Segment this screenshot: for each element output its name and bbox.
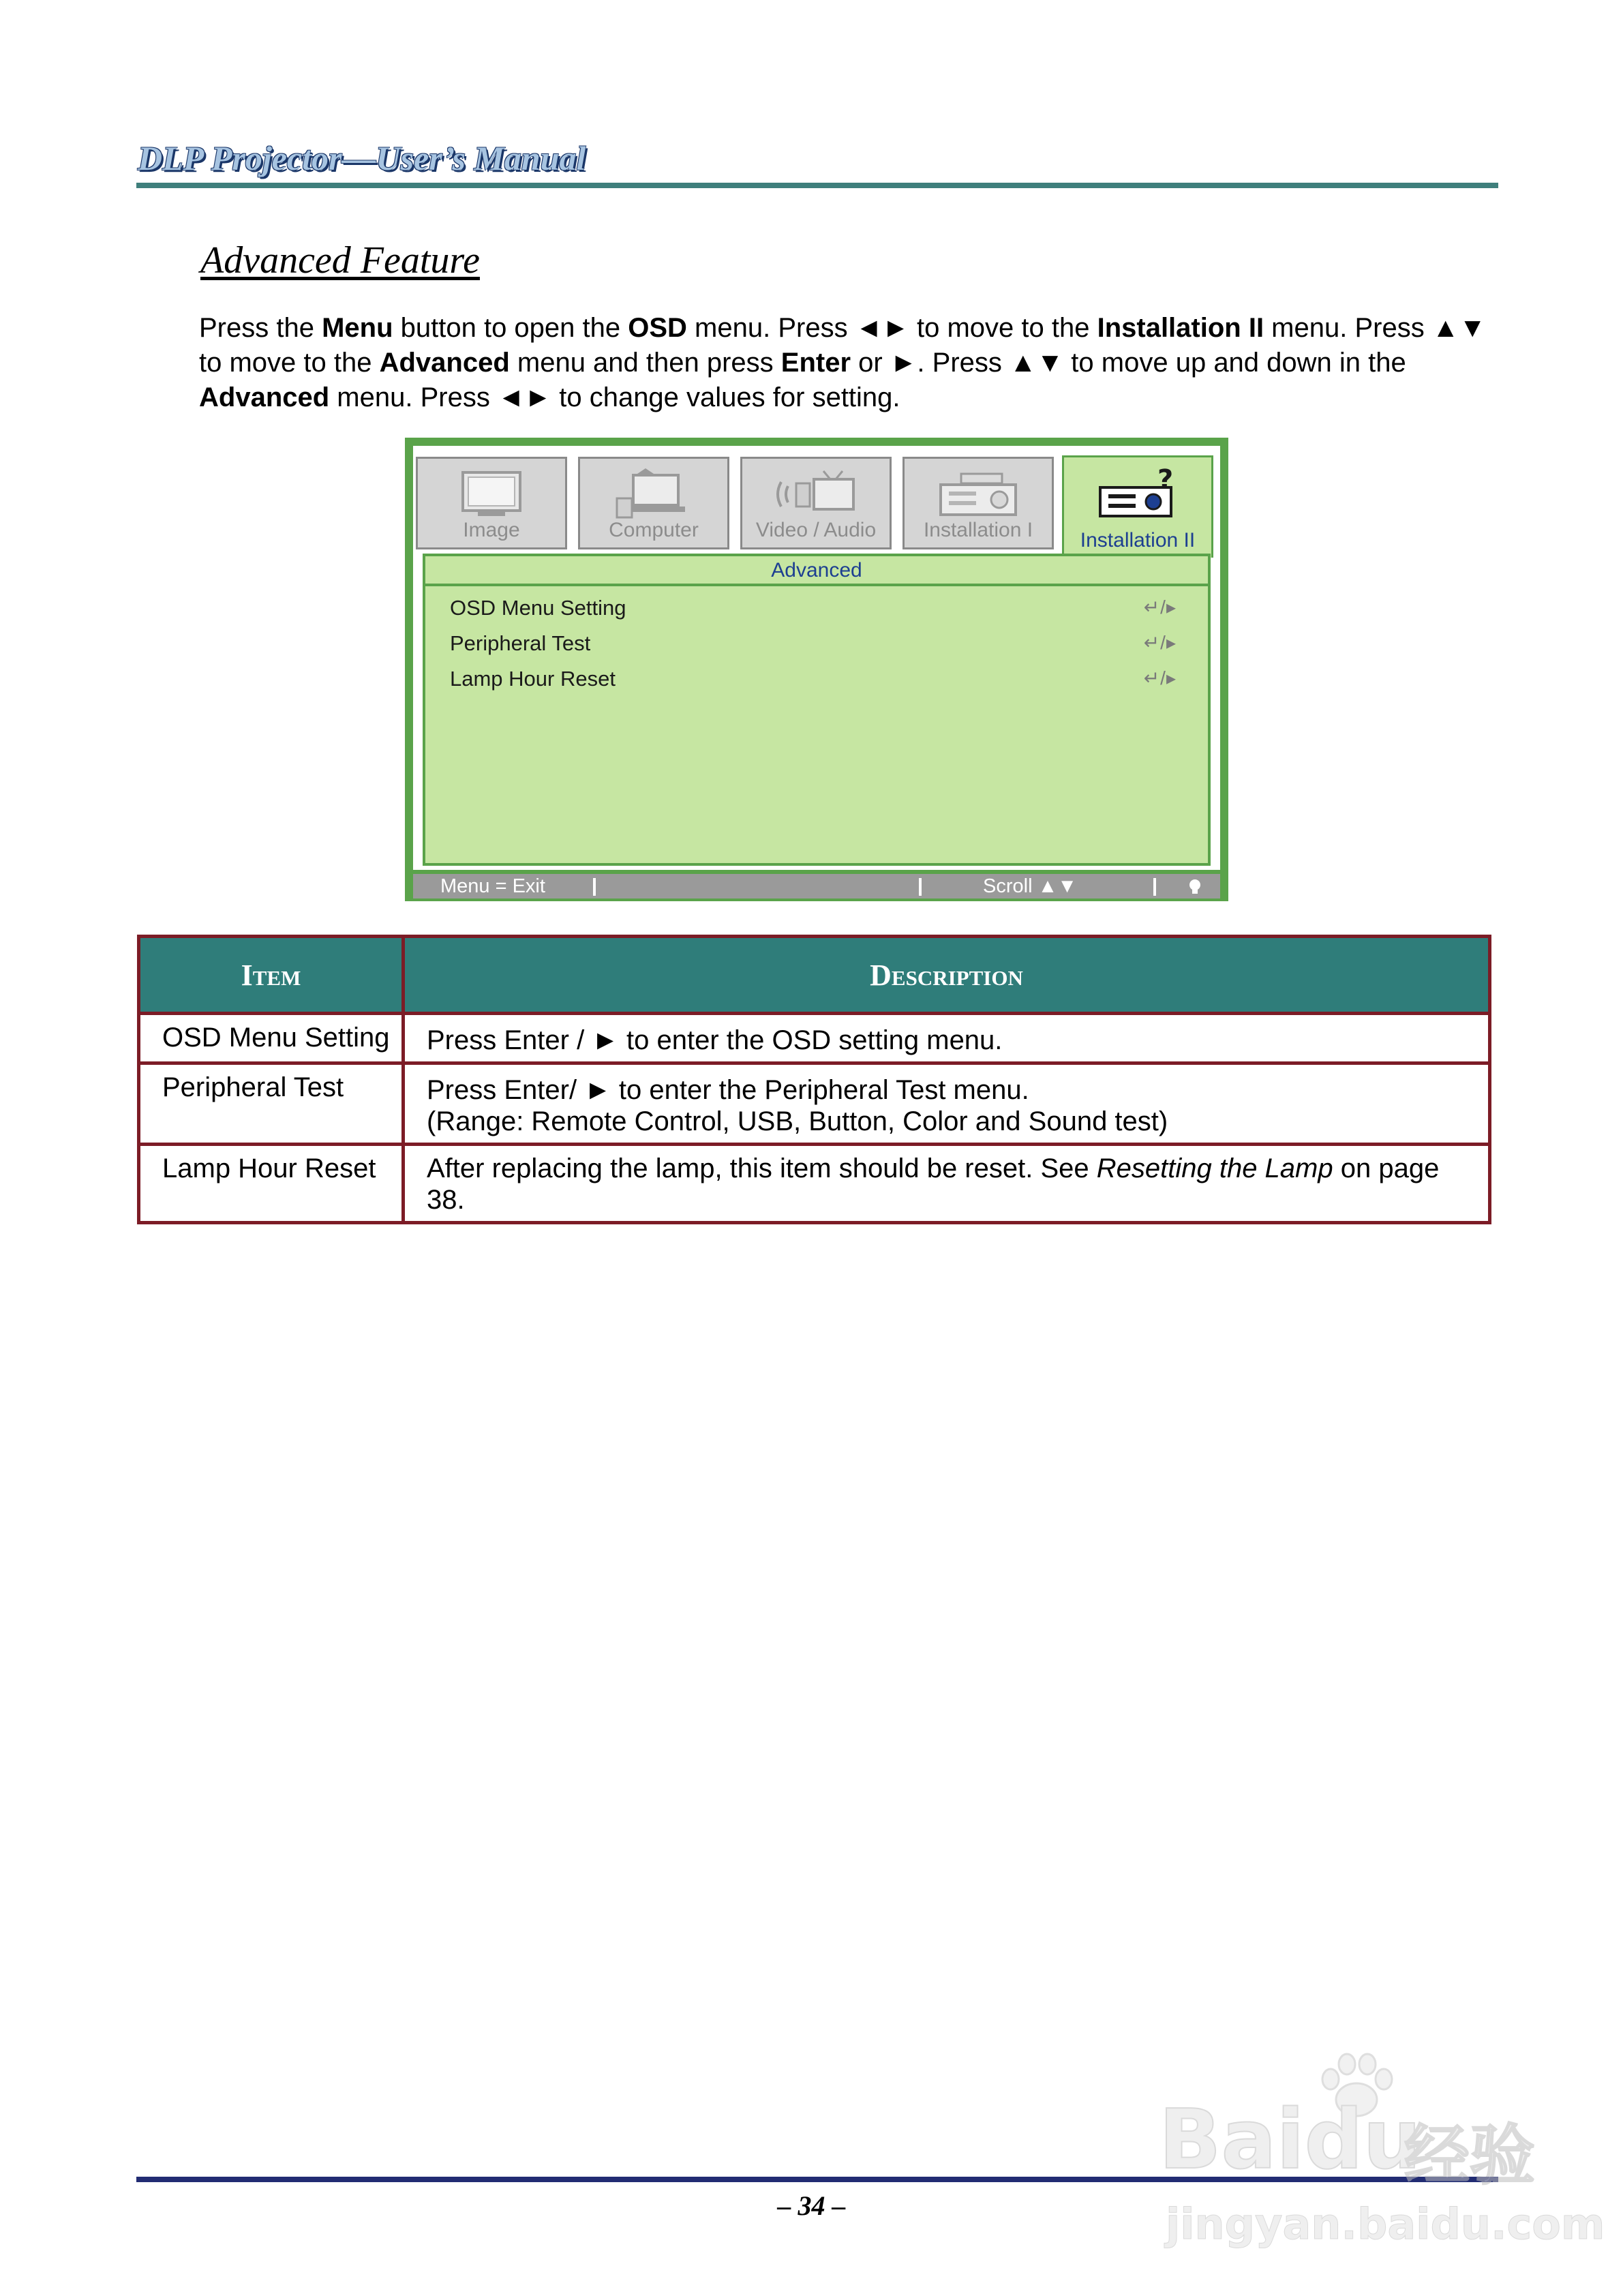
item-cell: OSD Menu Setting: [139, 1014, 404, 1063]
baidu-watermark: [1159, 2052, 1605, 2256]
submenu-header: [423, 554, 1211, 586]
column-header-description: Description: [404, 937, 1490, 1014]
tab-label: Image: [463, 519, 520, 541]
watermark-url: jingyan.baidu.com: [1166, 2199, 1605, 2249]
header-rule: [136, 183, 1498, 188]
projector-icon: [934, 468, 1022, 523]
watermark-brand-cn: 经验: [1404, 2117, 1535, 2194]
osd-item-osd-menu-setting[interactable]: OSD Menu Setting: [450, 596, 626, 620]
svg-text:?: ?: [1157, 467, 1174, 496]
section-title: Advanced Feature: [200, 239, 480, 282]
tab-computer[interactable]: [578, 457, 729, 549]
osd-menu-screenshot: [405, 438, 1228, 901]
header-title: DLP Projector—User’s Manual: [138, 139, 586, 177]
page-number: – 34 –: [777, 2190, 846, 2221]
tab-installation-2[interactable]: [1062, 455, 1213, 558]
footer-separator: [919, 878, 922, 896]
table-row: [139, 1145, 1490, 1223]
footer-separator: [593, 878, 596, 896]
tab-label: Installation I: [923, 519, 1033, 541]
osd-inner: [413, 446, 1220, 870]
intro-paragraph: Press the Menu button to open the OSD menu. Press ◄► to move to the Installation II menu. Press ▲▼ to move to the Advanced menu and then press Enter or ►. Press ▲▼ to move up and down in the Advanced menu. Press ◄► to change values for setting.: [199, 313, 1486, 412]
item-description-table: [137, 935, 1491, 1224]
enter-arrow-icon: ↵/▸: [1143, 596, 1177, 618]
osd-item-list: [423, 586, 1211, 866]
tab-image[interactable]: [416, 457, 567, 549]
bulb-icon: [1186, 878, 1204, 896]
osd-item-lamp-hour-reset[interactable]: Lamp Hour Reset: [450, 667, 616, 691]
footer-separator: [1153, 878, 1156, 896]
enter-arrow-icon: ↵/▸: [1143, 632, 1177, 653]
description-cell: Press Enter/ ► to enter the Peripheral Test menu. (Range: Remote Control, USB, Button, Color and Sound test): [404, 1063, 1490, 1145]
submenu-title: Advanced: [771, 559, 862, 581]
scroll-hint: Scroll ▲▼: [983, 875, 1077, 897]
enter-arrow-icon: ↵/▸: [1143, 667, 1177, 689]
monitor-icon: [457, 468, 526, 519]
table-row: [139, 1063, 1490, 1145]
computer-icon: [613, 468, 695, 523]
description-cell: After replacing the lamp, this item should be reset. See Resetting the Lamp on page 38.: [404, 1145, 1490, 1223]
osd-item-peripheral-test[interactable]: Peripheral Test: [450, 631, 591, 655]
tab-label: Video / Audio: [755, 519, 877, 541]
item-cell: Peripheral Test: [139, 1063, 404, 1145]
table-row: [139, 1014, 1490, 1063]
tab-label: Computer: [609, 519, 699, 541]
menu-exit-hint: Menu = Exit: [440, 875, 545, 897]
tab-installation-1[interactable]: [902, 457, 1054, 549]
cross-reference: Resetting the Lamp: [1096, 1153, 1333, 1183]
watermark-brand: Baidu: [1159, 2093, 1421, 2188]
osd-footer-bar: [413, 874, 1220, 898]
description-cell: Press Enter / ► to enter the OSD setting menu.: [404, 1014, 1490, 1063]
column-header-item: Item: [139, 937, 404, 1014]
table-header-row: [139, 937, 1490, 1014]
video-audio-icon: [772, 468, 860, 523]
item-cell: Lamp Hour Reset: [139, 1145, 404, 1223]
tab-label: Installation II: [1080, 529, 1196, 552]
tab-video-audio[interactable]: [740, 457, 892, 549]
projector-help-icon: [1093, 467, 1182, 524]
